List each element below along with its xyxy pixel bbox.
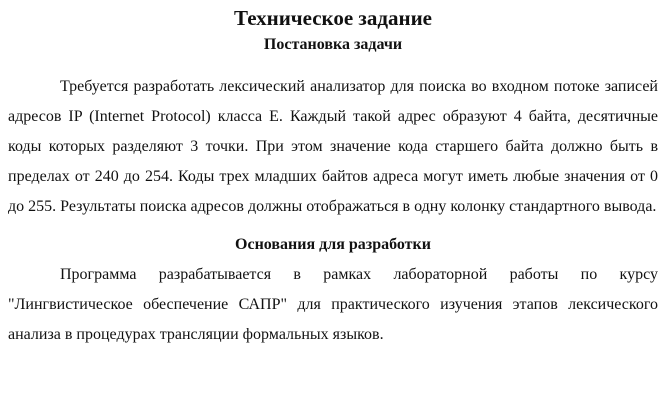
section-heading-development-basis: Основания для разработки xyxy=(235,236,431,253)
section-heading-problem-statement: Постановка задачи xyxy=(263,36,403,53)
paragraph-problem-statement: Требуется разработать лексический анализатор для поиска во входном потоке записей адресов IP (Internet Protocol) класса E. Каждый такой адрес образуют 4 байта, десятичные коды которых разделяют 3 точки. При этом значение кода старшего байта должно быть в пределах от 240 до 254. Коды трех младших байтов адреса могут иметь любые значения от 0 до 255. Результаты поиска адресов должны отображаться в одну колонку стандартного вывода. xyxy=(8,78,658,215)
paragraph-development-basis: Программа разрабатывается в рамках лабораторной работы по курсу "Лингвистическое обеспечение САПР" для практического изучения этапов лексического анализа в процедурах трансляции формальных языков. xyxy=(8,266,658,343)
document-title: Техническое задание xyxy=(233,6,433,30)
